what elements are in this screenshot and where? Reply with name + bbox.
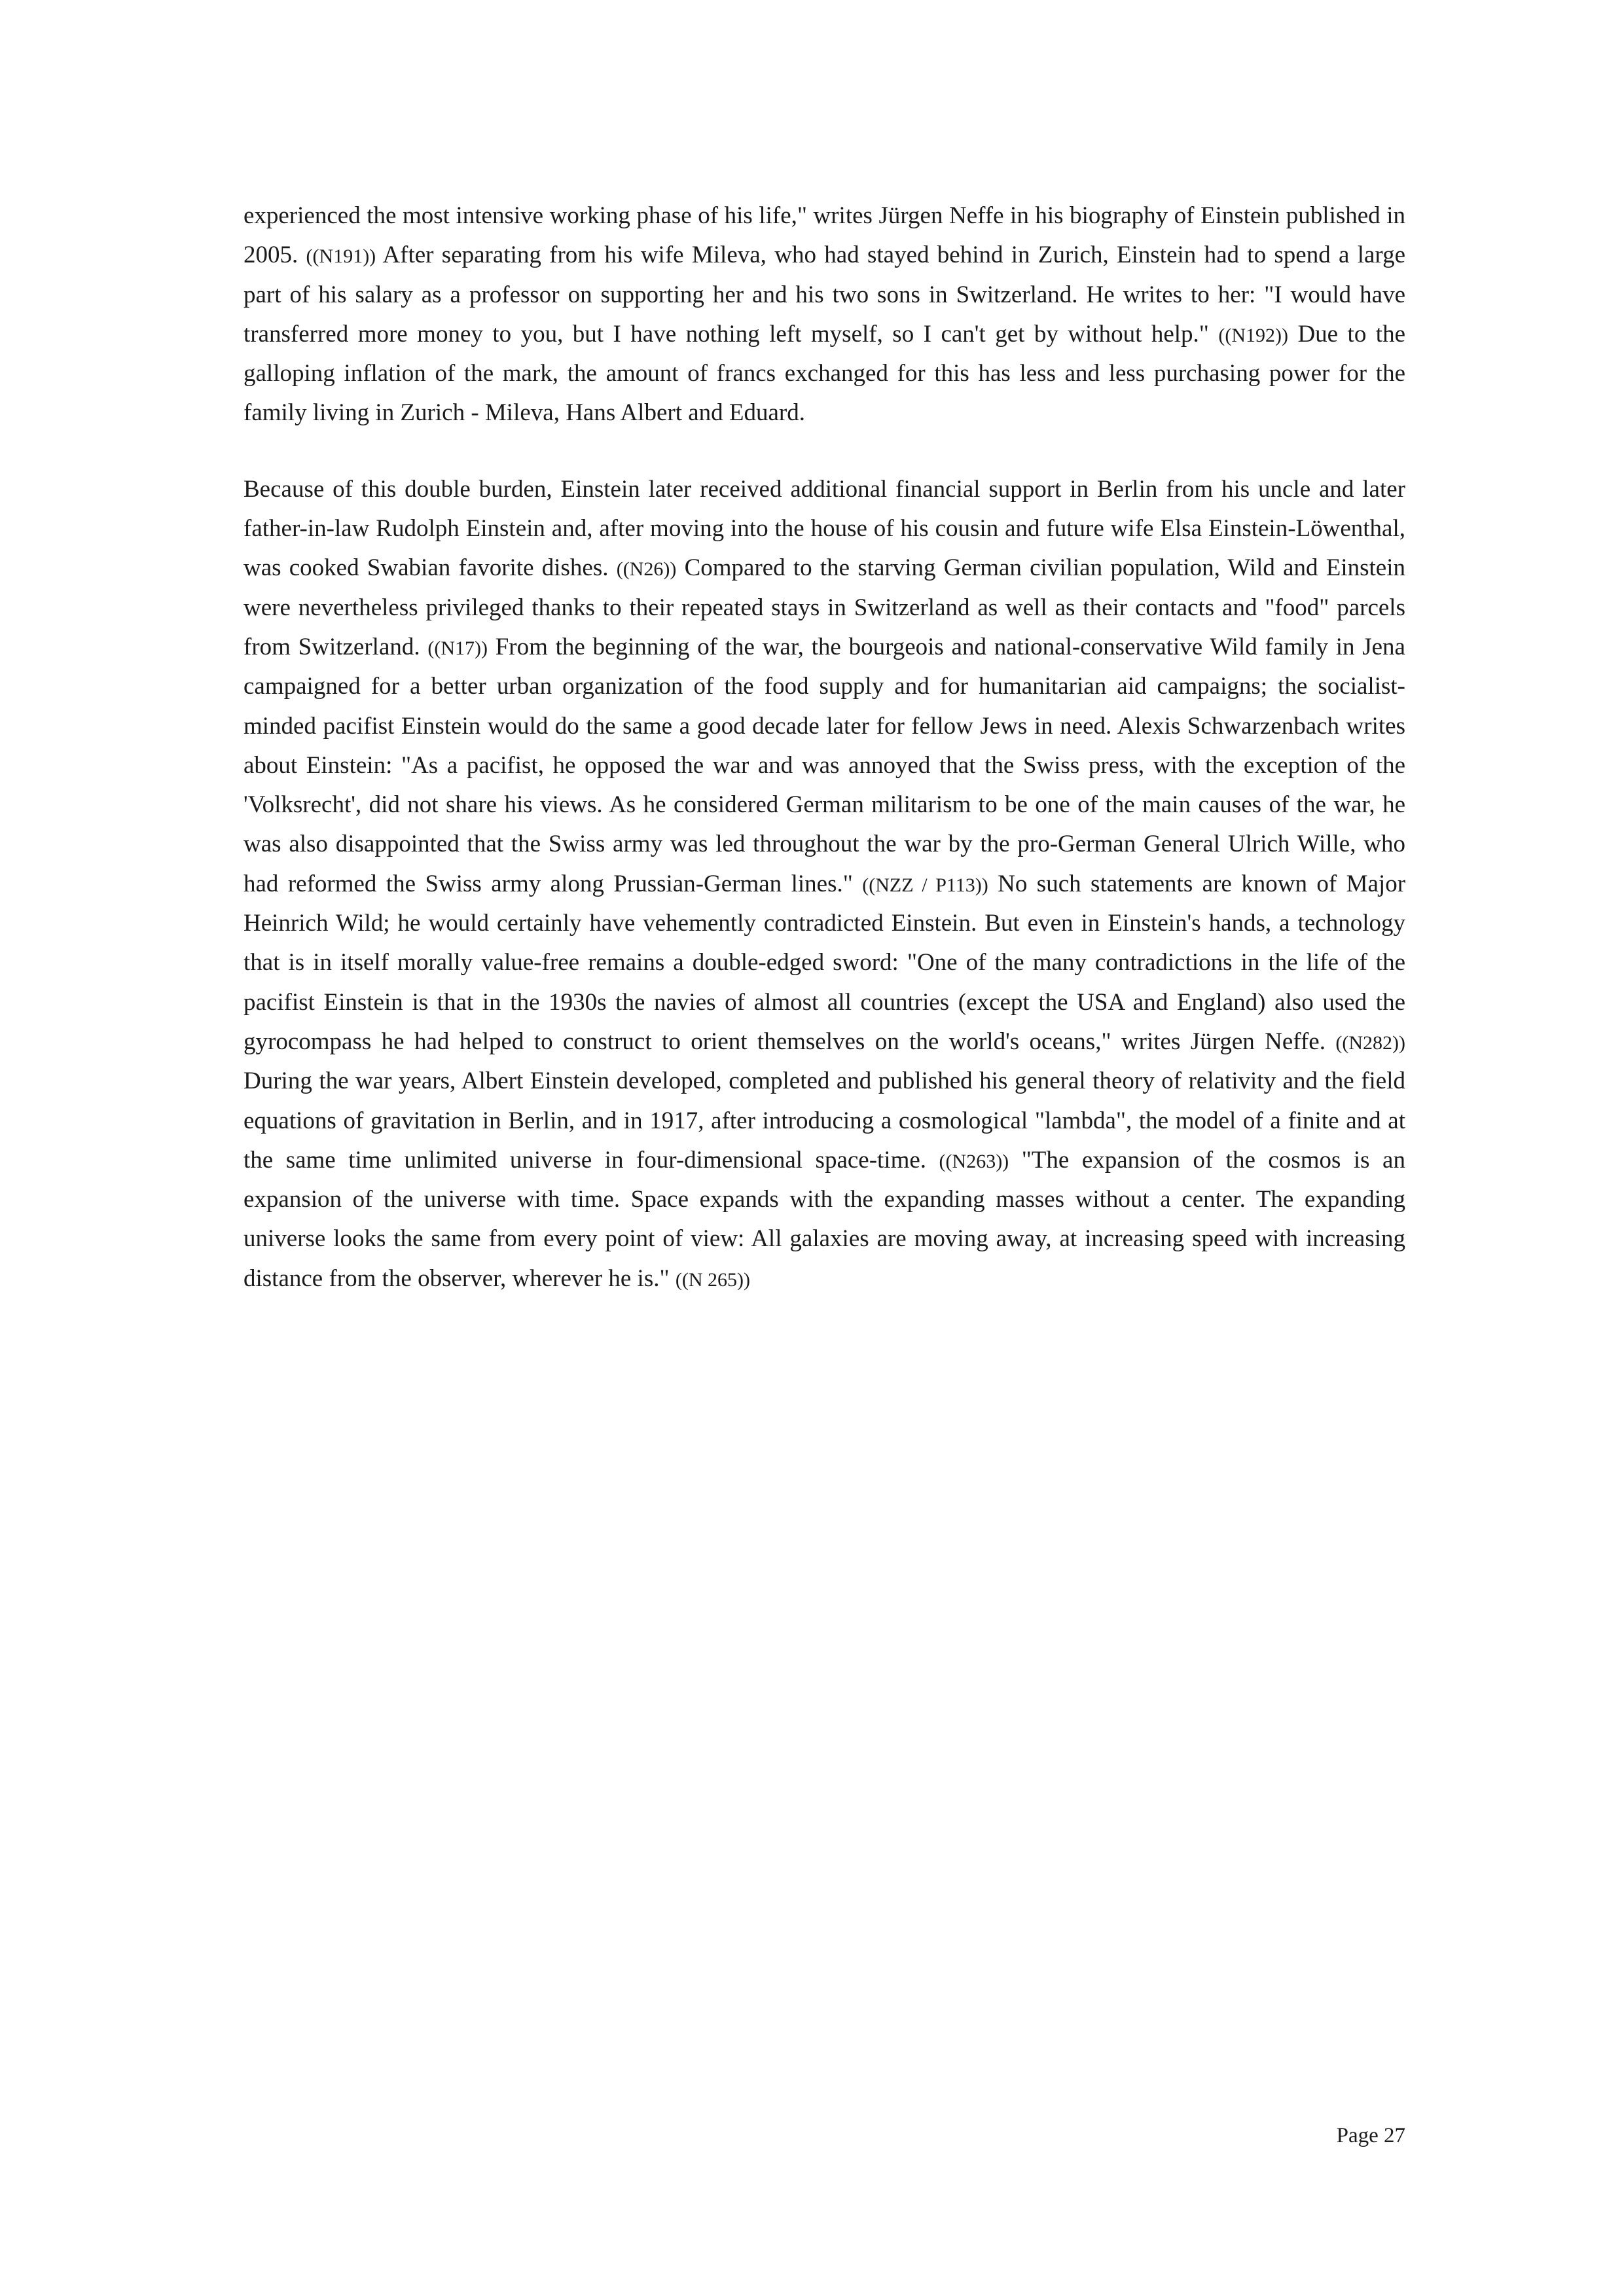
citation-marker: ((N 265)) xyxy=(675,1268,750,1291)
paragraph: experienced the most intensive working phase of his life," writes Jürgen Neffe in his biography of Einstein published in 2005. ((N191)) After separating from his wife Mileva, who had stayed behind in Zurich, Einstein had to spend a large part of his salary as a professor on supporting her and his two sons in Switzerland. He writes to her: "I would have transferred more money to you, but I have nothing left myself, so I can't get by without help." ((N192)) Due to the galloping inflation of the mark, the amount of francs exchanged for this has less and less purchasing power for the family living in Zurich - Mileva, Hans Albert and Eduard. xyxy=(244,202,1406,427)
citation-marker: ((N26)) xyxy=(616,558,677,581)
citation-marker: ((N263)) xyxy=(939,1150,1009,1172)
citation-marker: ((NZZ / P113)) xyxy=(862,874,988,896)
citation-marker: ((N192)) xyxy=(1218,324,1288,346)
page-body xyxy=(244,196,1405,1299)
citation-marker: ((N282)) xyxy=(1335,1031,1405,1054)
citation-marker: ((N191)) xyxy=(306,245,376,268)
citation-marker: ((N17)) xyxy=(427,637,488,659)
page-number: Page 27 xyxy=(1336,2124,1405,2147)
paragraph: Because of this double burden, Einstein later received additional financial support in Berlin from his uncle and later father-in-law Rudolph Einstein and, after moving into the house of his cousin and future wife Elsa Einstein-Löwenthal, was cooked Swabian favorite dishes. ((N26)) Compared to the starving German civilian population, Wild and Einstein were nevertheless privileged thanks to their repeated stays in Switzerland as well as their contacts and "food" parcels from Switzerland. ((N17)) From the beginning of the war, the bourgeois and national-conservative Wild family in Jena campaigned for a better urban organization of the food supply and for humanitarian aid campaigns; the socialist-minded pacifist Einstein would do the same a good decade later for fellow Jews in need. Alexis Schwarzenbach writes about Einstein: "As a pacifist, he opposed the war and was annoyed that the Swiss press, with the exception of the 'Volksrecht', did not share his views. As he considered German militarism to be one of the main causes of the war, he was also disappointed that the Swiss army was led throughout the war by the pro-German General Ulrich Wille, who had reformed the Swiss army along Prussian-German lines." ((NZZ / P113)) No such statements are known of Major Heinrich Wild; he would certainly have vehemently contradicted Einstein. But even in Einstein's hands, a technology that is in itself morally value-free remains a double-edged sword: "One of the many contradictions in the life of the pacifist Einstein is that in the 1930s the navies of almost all countries (except the USA and England) also used the gyrocompass he had helped to construct to orient themselves on the world's oceans," writes Jürgen Neffe. ((N282)) During the war years, Albert Einstein developed, completed and published his general theory of relativity and the field equations of gravitation in Berlin, and in 1917, after introducing a cosmological "lambda", the model of a finite and at the same time unlimited universe in four-dimensional space-time. ((N263)) "The expansion of the cosmos is an expansion of the universe with time. Space expands with the expanding masses without a center. The expanding universe looks the same from every point of view: All galaxies are moving away, at increasing speed with increasing distance from the observer, wherever he is." ((N 265)) xyxy=(244,475,1406,1292)
